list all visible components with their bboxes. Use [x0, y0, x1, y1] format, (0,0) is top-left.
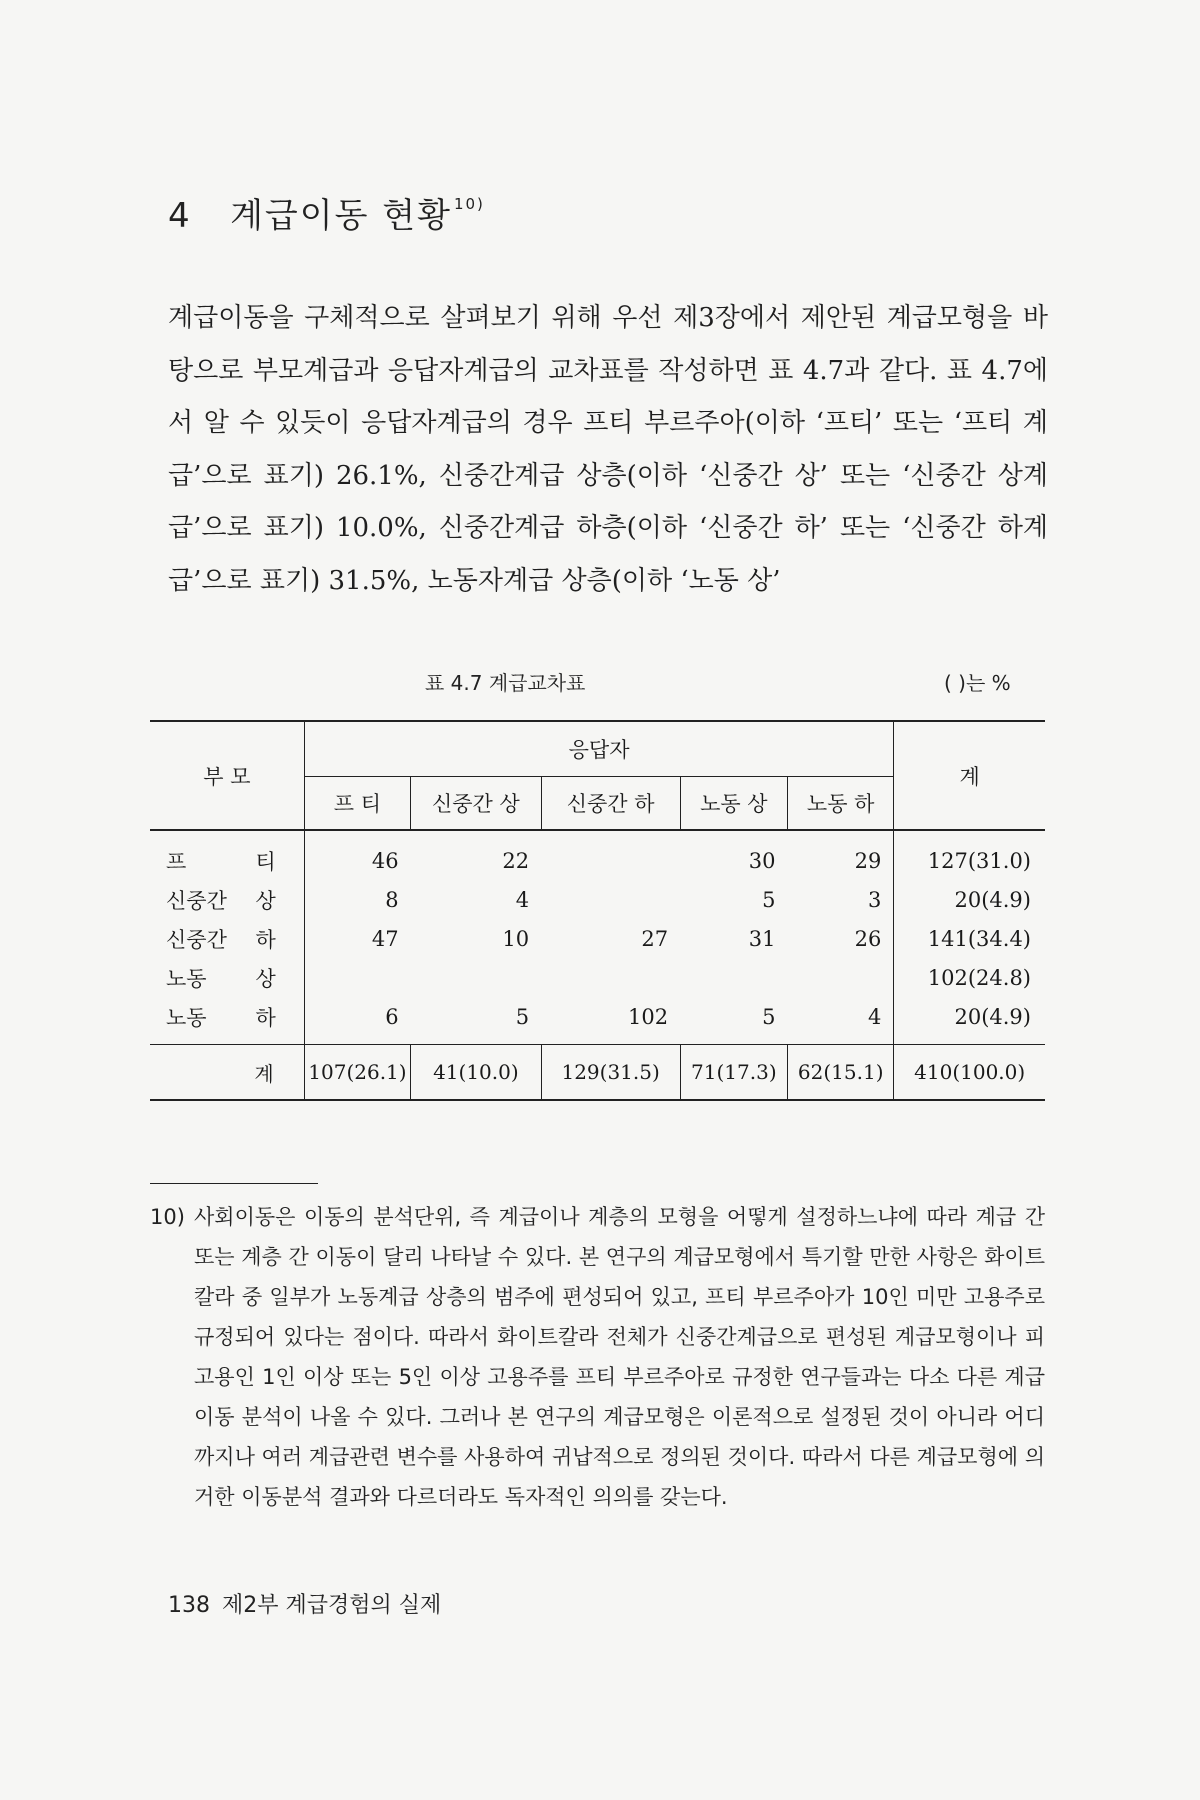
- table-total-row: [150, 1045, 1045, 1101]
- table-cell: 26: [854, 926, 882, 951]
- table-cell: [304, 958, 410, 997]
- column-total: 107(26.1): [304, 1045, 410, 1101]
- page-number: 138: [168, 1593, 210, 1618]
- grand-total: 410(100.0): [894, 1045, 1045, 1101]
- footnote: [150, 1197, 1045, 1517]
- table-cell: 10: [502, 926, 530, 951]
- row-total: 20(4.9): [894, 997, 1045, 1045]
- running-head: 제2부 계급경험의 실제: [222, 1593, 442, 1618]
- row-label: 신중간 하: [150, 919, 304, 958]
- column-total: 41(10.0): [411, 1045, 542, 1101]
- table-cell: 102: [628, 1004, 669, 1029]
- row-label: 노동 상: [150, 958, 304, 997]
- column-total: 62(15.1): [788, 1045, 894, 1101]
- row-total: 127(31.0): [894, 830, 1045, 880]
- table-cell: 4: [515, 887, 530, 912]
- table-cell: [541, 958, 680, 997]
- total-header: 계: [894, 721, 1045, 830]
- body-paragraph: 계급이동을 구체적으로 살펴보기 위해 우선 제3장에서 제안된 계급모형을 바탕으로 부모계급과 응답자계급의 교차표를 작성하면 표 4.7과 같다. 표 4.7에서 알 수 있듯이 응답자계급의 경우 프티 부르주아(이하 ‘프티’ 또는 ‘프티 계급’으로 표기) 26.1%, 신중간계급 상층(이하 ‘신중간 상’ 또는 ‘신중간 상계급’으로 표기) 10.0%, 신중간계급 하층(이하 ‘신중간 하’ 또는 ‘신중간 하계급’으로 표기) 31.5%, 노동자계급 상층(이하 ‘노동 상’: [168, 303, 1048, 596]
- table-row: [150, 880, 1045, 919]
- table-cell: 5: [515, 1004, 530, 1029]
- table-cell: [680, 958, 787, 997]
- table-caption: 표 4.7 계급교차표: [425, 671, 586, 695]
- total-row-label: 계: [150, 1045, 304, 1101]
- row-total: 102(24.8): [894, 958, 1045, 997]
- row-total: 20(4.9): [894, 880, 1045, 919]
- table-cell: 3: [868, 887, 882, 912]
- table-row: [150, 919, 1045, 958]
- table-cell: [411, 958, 542, 997]
- footnote-text: 사회이동은 이동의 분석단위, 즉 계급이나 계층의 모형을 어떻게 설정하느냐에 따라 계급 간 또는 계층 간 이동이 달리 나타날 수 있다. 본 연구의 계급모형에서 특기할 만한 사항은 화이트칼라 중 일부가 노동계급 상층의 범주에 편성되어 있고, 프티 부르주아가 10인 미만 고용주로 규정되어 있다는 점이다. 따라서 화이트칼라 전체가 신중간계급으로 편성된 계급모형이나 피고용인 1인 이상 또는 5인 이상 고용주를 프티 부르주아로 규정한 연구들과는 다소 다른 계급이동 분석이 나올 수 있다. 그러나 본 연구의 계급모형은 이론적으로 설정된 것이 아니라 어디까지나 여러 계급관련 변수를 사용하여 귀납적으로 정의된 것이다. 따라서 다른 계급모형에 의거한 이동분석 결과와 다르더라도 독자적인 의의를 갖는다.: [194, 1205, 1045, 1509]
- row-label: 신중간 상: [150, 880, 304, 919]
- section-heading: [168, 188, 485, 237]
- table-cell: 8: [385, 887, 399, 912]
- table-unit-note: ( )는 %: [944, 671, 1011, 695]
- table-cell: 27: [641, 926, 669, 951]
- respondent-header: 응답자: [304, 721, 894, 777]
- table-cell: 5: [762, 1004, 776, 1029]
- table-cell: 46: [371, 848, 399, 873]
- column-total: 129(31.5): [541, 1045, 680, 1101]
- table-cell: 47: [371, 926, 399, 951]
- row-total: 141(34.4): [894, 919, 1045, 958]
- table-cell: [788, 958, 894, 997]
- table-cell: 5: [762, 887, 776, 912]
- table-cell: 31: [748, 926, 776, 951]
- column-header: 신중간 하: [541, 777, 680, 831]
- parent-header: 부 모: [150, 721, 304, 830]
- table-row: [150, 958, 1045, 997]
- row-label: 프 티: [150, 830, 304, 880]
- row-label: 노동 하: [150, 997, 304, 1045]
- table-cell: [541, 830, 680, 880]
- footnote-reference: 10): [453, 194, 485, 213]
- column-total: 71(17.3): [680, 1045, 787, 1101]
- column-header: 신중간 상: [411, 777, 542, 831]
- table-cell: 4: [868, 1004, 882, 1029]
- class-crosstab-table: [150, 720, 1045, 1101]
- table-cell: 29: [854, 848, 882, 873]
- section-number: 4: [168, 196, 192, 236]
- table-cell: 30: [748, 848, 776, 873]
- footnote-divider: [150, 1183, 318, 1184]
- section-title-text: 계급이동 현황: [230, 196, 452, 236]
- column-header: 노동 상: [680, 777, 787, 831]
- page-footer: [168, 1588, 453, 1619]
- footnote-number: 10): [150, 1205, 185, 1229]
- table-cell: 22: [502, 848, 530, 873]
- table-cell: [541, 880, 680, 919]
- table-cell: 6: [385, 1004, 399, 1029]
- column-header: 노동 하: [806, 792, 875, 816]
- table-row: [150, 997, 1045, 1045]
- column-header: 프 티: [304, 777, 410, 831]
- table-row: [150, 830, 1045, 880]
